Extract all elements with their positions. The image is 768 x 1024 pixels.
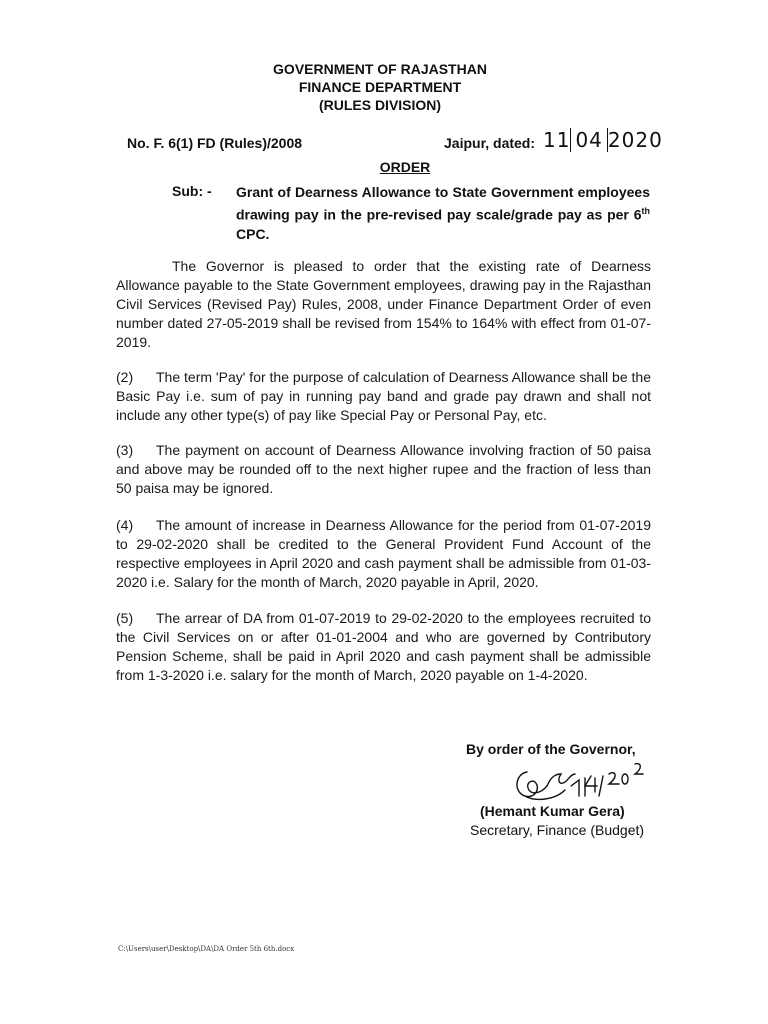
by-order-line: By order of the Governor, — [466, 741, 636, 757]
paragraph-2-number: (2) — [116, 369, 134, 385]
date-month: 04 — [570, 128, 607, 152]
handwritten-date — [543, 128, 663, 152]
subject-superscript: th — [641, 206, 650, 216]
file-path-footer: C:\Users\user\Desktop\DA\DA Order 5th 6th.docx — [118, 945, 295, 953]
paragraph-5-text: The arrear of DA from 01-07-2019 to 29-02-2020 to the employees recruited to the Civil Services on or after 01-01-2004 and who are governed by Contributory Pension Scheme, shall be paid in April 2020 and cash payment shall be admissible from 1-3-2020 i.e. salary for the month of March, 2020 payable on 1-4-2020. — [116, 610, 651, 683]
paragraph-3-text: The payment on account of Dearness Allowance involving fraction of 50 paisa and above may be rounded off to the next higher rupee and the fraction of less than 50 paisa may be ignored. — [116, 442, 651, 496]
order-title-row — [0, 159, 768, 175]
date-day: 11 — [543, 128, 571, 152]
date-year: 2020 — [607, 128, 663, 152]
paragraph-4-number: (4) — [116, 517, 134, 533]
paragraph-2-text: The term 'Pay' for the purpose of calculation of Dearness Allowance shall be the Basic Pay i.e. sum of pay in running pay band and grade pay drawn and shall not include any other type(s) of pay like Special Pay or Personal Pay, etc. — [116, 369, 651, 423]
subject-label: Sub: - — [172, 183, 212, 199]
paragraph-1-text: The Governor is pleased to order that the existing rate of Dearness Allowance payable to the State Government employees, drawing pay in the Rajasthan Civil Services (Revised Pay) Rules, 2008, under Finance Department Order of even number dated 27-05-2019 shall be revised from 154% to 164% with effect from 01-07-2019. — [116, 258, 651, 350]
paragraph-1 — [116, 257, 651, 352]
paragraph-3 — [116, 441, 651, 498]
paragraph-4 — [116, 516, 651, 592]
signature-image — [505, 752, 645, 808]
paragraph-5-number: (5) — [116, 610, 134, 626]
letterhead-division: (RULES DIVISION) — [318, 97, 442, 113]
order-title: ORDER — [379, 159, 431, 175]
paragraph-3-number: (3) — [116, 442, 134, 458]
letterhead — [0, 60, 768, 114]
dated-label: Jaipur, dated: — [444, 135, 536, 151]
paragraph-2 — [116, 368, 651, 425]
paragraph-5 — [116, 609, 651, 685]
signer-designation: Secretary, Finance (Budget) — [470, 822, 645, 838]
letterhead-government: GOVERNMENT OF RAJASTHAN — [273, 61, 487, 77]
subject-tail: CPC. — [236, 225, 270, 242]
subject-text — [236, 183, 650, 244]
letterhead-department: FINANCE DEPARTMENT — [298, 79, 462, 95]
signer-name: (Hemant Kumar Gera) — [480, 803, 625, 819]
paragraph-4-text: The amount of increase in Dearness Allowance for the period from 01-07-2019 to 29-02-2020 shall be credited to the General Provident Fund Account of the respective employees in April 2020 and cash payment shall be admissible from 01-03-2020 i.e. Salary for the month of March, 2020 payable in April, 2020. — [116, 517, 651, 590]
subject-body: Grant of Dearness Allowance to State Government employees drawing pay in the pre-revised pay scale/grade pay as per 6 — [236, 184, 650, 223]
reference-number: No. F. 6(1) FD (Rules)/2008 — [127, 135, 303, 151]
